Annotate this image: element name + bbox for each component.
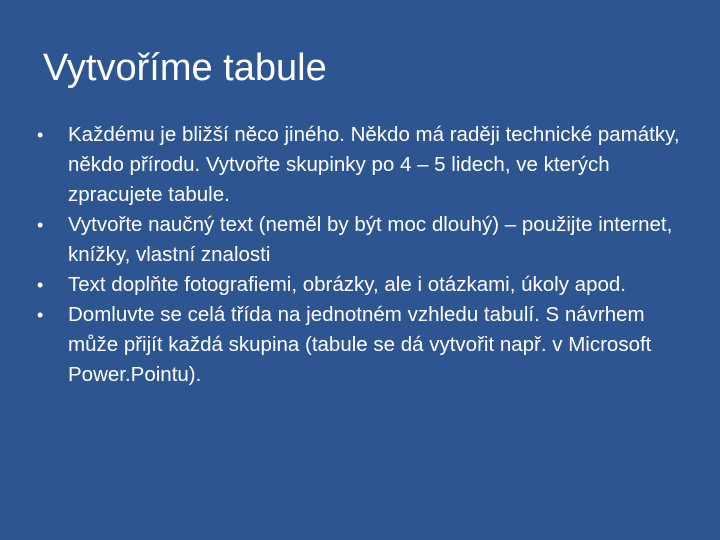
bullet-item xyxy=(37,270,687,300)
bullet-text: Text doplňte fotografiemi, obrázky, ale i otázkami, úkoly apod. xyxy=(68,273,626,296)
bullet-text: Domluvte se celá třída na jednotném vzhledu tabulí. S návrhem může přijít každá skupina (tabule se dá vytvořit např. v Microsoft Power.Pointu). xyxy=(68,303,652,386)
bullet-text: Každému je bližší něco jiného. Někdo má raději technické památky, někdo přírodu. Vytvořte skupinky po 4 – 5 lidech, ve kterých zpracujete tabule. xyxy=(68,123,680,206)
bullet-dot-icon: • xyxy=(37,305,44,325)
bullet-dot-icon: • xyxy=(37,125,44,145)
bullet-item xyxy=(37,210,687,270)
bullet-dot-icon: • xyxy=(37,275,44,295)
bullet-list xyxy=(37,120,687,390)
slide-title: Vytvoříme tabule xyxy=(43,47,327,89)
bullet-text: Vytvořte naučný text (neměl by být moc dlouhý) – použijte internet, knížky, vlastní znalosti xyxy=(68,213,673,266)
bullet-item xyxy=(37,300,687,390)
bullet-item xyxy=(37,120,687,210)
bullet-dot-icon: • xyxy=(37,215,44,235)
